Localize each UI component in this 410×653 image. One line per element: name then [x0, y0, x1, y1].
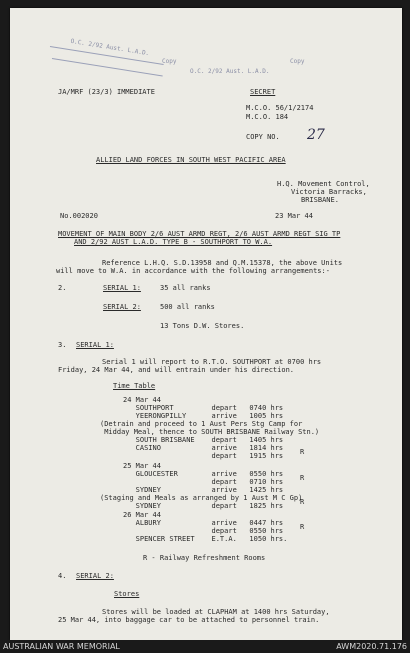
stores-label: Stores — [114, 590, 140, 598]
mco-ref-2: M.C.O. 184 — [246, 113, 289, 121]
timetable-row: CASINO arrive 1814 hrs — [123, 444, 284, 452]
timetable-row: SPENCER STREET E.T.A. 1050 hrs. — [123, 535, 288, 543]
timetable-row: SYDNEY depart 1825 hrs — [123, 502, 284, 510]
subject-line: MOVEMENT OF MAIN BODY 2/6 AUST ARMD REGT, 2/6 AUST ARMD REGT SIG TP — [58, 230, 341, 238]
para-number: 4. — [58, 572, 67, 580]
document-date: 23 Mar 44 — [275, 212, 313, 220]
document-number: No.002020 — [60, 212, 98, 220]
footer-source: AUSTRALIAN WAR MEMORIAL — [3, 642, 120, 651]
copy-number: 27 — [307, 127, 325, 143]
timetable-row: 24 Mar 44 — [123, 396, 161, 404]
timetable-row: depart 0550 hrs — [123, 527, 284, 535]
timetable-row: SOUTHPORT depart 0740 hrs — [123, 404, 284, 412]
footer-bar — [0, 640, 410, 653]
refreshment-mark: R — [300, 523, 305, 531]
stamp-text: Copy — [290, 58, 305, 65]
timetable-row: SOUTH BRISBANE depart 1405 hrs — [123, 436, 284, 444]
serial-value: 500 all ranks — [160, 303, 215, 311]
refreshment-mark: R — [300, 474, 305, 482]
para-number: 2. — [58, 284, 67, 292]
mco-ref-1: M.C.O. 56/1/2174 — [246, 104, 314, 112]
copy-label: COPY NO. — [246, 133, 280, 141]
timetable-row: ALBURY arrive 0447 hrs — [123, 519, 284, 527]
timetable-row: YEERONGPILLY arrive 1005 hrs — [123, 412, 284, 420]
address-line: Victoria Barracks, — [291, 188, 367, 196]
address-line: H.Q. Movement Control, — [277, 180, 370, 188]
timetable-row: Midday Meal, thence to SOUTH BRISBANE Railway Stn.) — [100, 428, 320, 436]
intro-line: will move to W.A. in accordance with the following arrangements:- — [56, 267, 330, 275]
para-text: Stores will be loaded at CLAPHAM at 1400 hrs Saturday, — [102, 608, 330, 616]
serial-label: SERIAL 2: — [103, 303, 141, 311]
timetable-row: depart 0710 hrs — [123, 478, 284, 486]
para-text: Friday, 24 Mar 44, and will entrain under his direction. — [58, 366, 295, 374]
reference-line: JA/MRF (23/3) IMMEDIATE — [58, 88, 155, 96]
timetable-label: Time Table — [113, 382, 156, 390]
timetable-row: SYDNEY arrive 1425 hrs — [123, 486, 284, 494]
section-label: SERIAL 1: — [76, 341, 114, 349]
stamp-text: O.C. 2/92 Aust. L.A.D. — [70, 37, 150, 58]
para-text: 25 Mar 44, into baggage car to be attached to personnel train. — [58, 616, 320, 624]
subject-line: AND 2/92 AUST L.A.D. TYPE B - SOUTHPORT TO W.A. — [74, 238, 273, 246]
timetable-row: 26 Mar 44 — [123, 511, 161, 519]
timetable-row: (Detrain and proceed to 1 Aust Pers Stg Camp for — [100, 420, 303, 428]
refreshment-mark: R — [300, 498, 305, 506]
footer-accession: AWM2020.71.176 — [336, 642, 407, 651]
stamp-text: Copy — [162, 58, 177, 65]
stamp-text: O.C. 2/92 Aust. L.A.D. — [190, 68, 270, 75]
document-title: ALLIED LAND FORCES IN SOUTH WEST PACIFIC AREA — [96, 156, 286, 164]
address-line: BRISBANE. — [301, 196, 339, 204]
classification: SECRET — [250, 88, 276, 96]
para-number: 3. — [58, 341, 67, 349]
timetable-row: (Staging and Meals as arranged by 1 Aust M C Gp) — [100, 494, 303, 502]
para-text: Serial 1 will report to R.T.O. SOUTHPORT at 0700 hrs — [102, 358, 322, 366]
legend-line: R - Railway Refreshment Rooms — [143, 554, 266, 562]
refreshment-mark: R — [300, 448, 305, 456]
serial-value: 35 all ranks — [160, 284, 211, 292]
intro-line: Reference L.H.Q. S.D.13958 and Q.M.15378, the above Units — [102, 259, 343, 267]
section-label: SERIAL 2: — [76, 572, 114, 580]
timetable-row: 25 Mar 44 — [123, 462, 161, 470]
document-page — [10, 8, 402, 640]
timetable-row: depart 1915 hrs — [123, 452, 284, 460]
serial-label: SERIAL 1: — [103, 284, 141, 292]
stores-line: 13 Tons D.W. Stores. — [160, 322, 245, 330]
timetable-row: GLOUCESTER arrive 0550 hrs — [123, 470, 284, 478]
